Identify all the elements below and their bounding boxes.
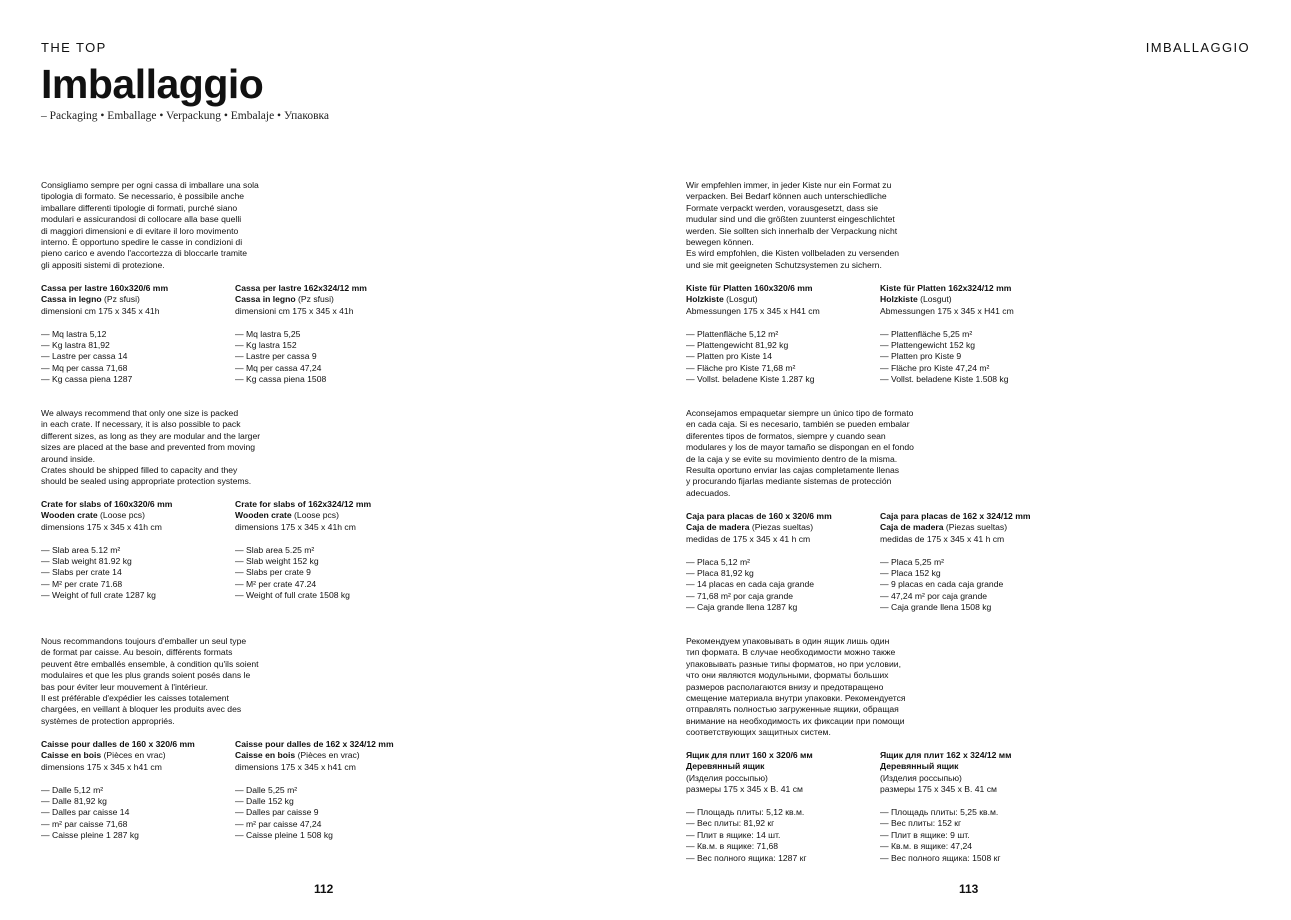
crate-spec-line: — Dalle 5,12 m² — [41, 784, 104, 795]
intro-it — [41, 180, 281, 271]
intro-de — [686, 180, 926, 271]
spec-it-b — [235, 283, 425, 386]
crate-spec-line: — Плит в ящике: 14 шт. — [686, 829, 781, 840]
crate-type — [880, 522, 1070, 533]
intro-line: mudular sind und die größten zuunterst eingeschlichtet — [686, 214, 895, 225]
crate-type-note: (Pz sfusi) — [295, 294, 334, 305]
crate-spec-line: — Weight of full crate 1287 kg — [41, 590, 156, 601]
intro-line: systèmes de protection appropriés. — [41, 715, 175, 726]
crate-type-note: (Pz sfusi) — [101, 294, 140, 305]
crate-spec-list — [41, 329, 231, 386]
crate-type-bold: Holzkiste — [880, 294, 918, 305]
crate-spec-line: — Slabs per crate 9 — [235, 567, 311, 578]
crate-dimensions: dimensioni cm 175 x 345 x 41h — [235, 305, 354, 316]
intro-line: modulares y los de mayor tamaño se dispongan en el fondo — [686, 442, 914, 453]
crate-type — [41, 294, 231, 305]
crate-type-bold: Деревянный ящик — [880, 761, 959, 772]
crate-spec-line: — Slab weight 152 kg — [235, 556, 319, 567]
crate-type-note: (Изделия россыпью) — [686, 772, 768, 783]
intro-line: around inside. — [41, 453, 95, 464]
intro-ru — [686, 636, 926, 739]
crate-spec-line: — Fläche pro Kiste 71,68 m² — [686, 362, 796, 373]
spec-es-b — [880, 511, 1070, 614]
intro-line: gli appositi sistemi di protezione. — [41, 259, 165, 270]
crate-spec-line: — Plattengewicht 152 kg — [880, 340, 976, 351]
intro-line: размеров располагаются внизу и предотвращено — [686, 681, 884, 692]
crate-type-note: (Pièces en vrac) — [295, 750, 360, 761]
crate-spec-line: — Кв.м. в ящике: 71,68 — [686, 841, 779, 852]
crate-spec-line: — Caisse pleine 1 287 kg — [41, 830, 139, 841]
crate-dimensions: dimensions 175 x 345 x h41 cm — [235, 761, 356, 772]
intro-line: Formate verpackt werden, vorausgesetzt, dass sie — [686, 202, 879, 213]
crate-spec-line: — Kg lastra 152 — [235, 340, 297, 351]
crate-spec-line: — Dalle 152 kg — [235, 796, 294, 807]
spec-en-a — [41, 499, 231, 602]
intro-line: pieno carico e avendo l'accortezza di bloccarle tramite — [41, 248, 248, 259]
crate-spec-line: — Плит в ящике: 9 шт. — [880, 829, 970, 840]
crate-title: Caja para placas de 160 x 320/6 mm — [686, 511, 832, 521]
intro-line: werden. Sie sollten sich innerhalb der Verpackung nicht — [686, 225, 898, 236]
crate-dimensions: размеры 175 x 345 x В. 41 см — [686, 784, 803, 795]
crate-spec-line: — M² per crate 47.24 — [235, 578, 317, 589]
crate-spec-list — [41, 785, 231, 842]
crate-dimensions: medidas de 175 x 345 x 41 h cm — [880, 533, 1005, 544]
crate-type-note: (Изделия россыпью) — [880, 772, 962, 783]
crate-spec-line: — Dalles par caisse 14 — [41, 807, 130, 818]
crate-spec-line: — Slab weight 81.92 kg — [41, 556, 132, 567]
crate-type-bold: Caisse en bois — [235, 750, 296, 761]
crate-spec-line: — Placa 5,12 m² — [686, 556, 750, 567]
spec-ru-b — [880, 750, 1070, 864]
crate-spec-list — [235, 545, 425, 602]
crate-dimensions: dimensioni cm 175 x 345 x 41h — [41, 305, 160, 316]
crate-type — [235, 510, 425, 521]
crate-spec-line: — Platten pro Kiste 9 — [880, 351, 962, 362]
crate-title: Crate for slabs of 160x320/6 mm — [41, 499, 173, 509]
spec-de-b — [880, 283, 1070, 386]
page-subtitle: – Packaging • Emballage • Verpackung • Embalaje • Упаковка — [41, 110, 330, 122]
intro-line: отправлять полностью загруженные ящики, обращая — [686, 704, 899, 715]
running-header: IMBALLAGGIO — [1145, 40, 1250, 55]
crate-title: Ящик для плит 162 x 324/12 мм — [880, 750, 1012, 760]
crate-spec-line: — m² par caisse 71,68 — [41, 818, 128, 829]
crate-spec-line: — Placa 81,92 kg — [686, 568, 754, 579]
crate-type-note: (Loose pcs) — [97, 510, 145, 521]
intro-line: und sie mit geeigneten Schutzsystemen zu sichern. — [686, 259, 882, 270]
crate-type — [235, 750, 425, 761]
crate-type-note: (Piezas sueltas) — [943, 522, 1008, 533]
intro-line: что они являются модульными, форматы больших — [686, 670, 889, 681]
intro-line: peuvent être emballés ensemble, à condition qu'ils soient — [41, 658, 259, 669]
intro-line: in each crate. If necessary, it is also possible to pack — [41, 419, 241, 430]
crate-spec-line: — Vollst. beladene Kiste 1.287 kg — [686, 374, 815, 385]
crate-type-bold: Cassa in legno — [235, 294, 296, 305]
crate-spec-line: — Placa 5,25 m² — [880, 556, 944, 567]
crate-spec-line: — Caisse pleine 1 508 kg — [235, 830, 333, 841]
crate-spec-line: — Kg cassa piena 1287 — [41, 374, 133, 385]
crate-spec-line: — 14 placas en cada caja grande — [686, 579, 815, 590]
crate-spec-list — [880, 807, 1070, 864]
spec-it-a — [41, 283, 231, 386]
intro-line: Consigliamo sempre per ogni cassa di imballare una sola — [41, 180, 259, 190]
crate-type-note: (Losgut) — [917, 294, 952, 305]
crate-spec-line: — Plattengewicht 81,92 kg — [686, 340, 789, 351]
crate-type — [235, 294, 425, 305]
intro-line: de format par caisse. Au besoin, différents formats — [41, 647, 233, 658]
intro-en — [41, 408, 281, 488]
crate-type-bold: Caja de madera — [686, 522, 750, 533]
crate-spec-line: — Кв.м. в ящике: 47,24 — [880, 841, 973, 852]
crate-type-bold: Holzkiste — [686, 294, 724, 305]
crate-dimensions: medidas de 175 x 345 x 41 h cm — [686, 533, 811, 544]
crate-type-note: (Pièces en vrac) — [101, 750, 166, 761]
crate-spec-line: — Mq per cassa 47,24 — [235, 362, 322, 373]
crate-spec-line: — 71,68 m² por caja grande — [686, 590, 794, 601]
spec-fr-b — [235, 739, 425, 842]
crate-spec-line: — Kg lastra 81,92 — [41, 340, 110, 351]
crate-spec-list — [235, 785, 425, 842]
intro-line: We always recommend that only one size is packed — [41, 408, 239, 418]
intro-line: verpacken. Bei Bedarf können auch unterschiedliche — [686, 191, 887, 202]
intro-line: bas pour éviter leur mouvement à l'intérieur. — [41, 681, 208, 692]
crate-spec-line: — Platten pro Kiste 14 — [686, 351, 772, 362]
intro-line: sizes are placed at the base and prevented from moving — [41, 442, 256, 453]
crate-title: Kiste für Platten 160x320/6 mm — [686, 283, 813, 293]
crate-spec-line: — Fläche pro Kiste 47,24 m² — [880, 362, 990, 373]
spec-ru-a — [686, 750, 876, 864]
crate-spec-line: — Kg cassa piena 1508 — [235, 374, 327, 385]
crate-type — [880, 761, 1070, 772]
crate-title: Caisse pour dalles de 160 x 320/6 mm — [41, 739, 195, 749]
spec-es-a — [686, 511, 876, 614]
crate-type-note: (Loose pcs) — [291, 510, 339, 521]
crate-spec-list — [235, 329, 425, 386]
crate-dimensions: Abmessungen 175 x 345 x H41 cm — [880, 305, 1014, 316]
crate-spec-line: — Caja grande llena 1287 kg — [686, 602, 798, 613]
intro-line: Aconsejamos empaquetar siempre un único tipo de formato — [686, 408, 914, 418]
intro-line: de la caja y se evite su movimiento dentro de la misma. — [686, 453, 898, 464]
intro-line: diferentes tipos de formatos, siempre y cuando sean — [686, 430, 886, 441]
page-number-right: 113 — [959, 882, 979, 896]
intro-line: should be sealed using appropriate protection systems. — [41, 476, 252, 487]
crate-spec-line: — Slab area 5.25 m² — [235, 544, 315, 555]
crate-spec-line: — Dalle 81,92 kg — [41, 796, 107, 807]
intro-line: Wir empfehlen immer, in jeder Kiste nur ein Format zu — [686, 180, 892, 190]
crate-spec-line: — Lastre per cassa 14 — [41, 351, 128, 362]
crate-type-bold: Wooden crate — [41, 510, 98, 521]
intro-line: chargées, en veillant à bloquer les produits avec des — [41, 704, 242, 715]
crate-dimensions: размеры 175 x 345 x В. 41 см — [880, 784, 997, 795]
page-title: Imballaggio — [41, 61, 264, 107]
intro-es — [686, 408, 926, 499]
crate-type — [686, 761, 876, 772]
brand-label: THE TOP — [41, 40, 107, 55]
intro-line: adecuados. — [686, 487, 731, 498]
crate-spec-line: — Площадь плиты: 5,25 кв.м. — [880, 807, 999, 818]
intro-line: смещение материала внутри упаковки. Рекомендуется — [686, 693, 906, 704]
crate-type-note: (Losgut) — [723, 294, 758, 305]
crate-type-note: (Piezas sueltas) — [749, 522, 814, 533]
crate-dimensions: dimensions 175 x 345 x h41 cm — [41, 761, 162, 772]
crate-spec-line: — m² par caisse 47,24 — [235, 818, 322, 829]
crate-dimensions: dimensions 175 x 345 x 41h cm — [235, 521, 356, 532]
crate-title: Cassa per lastre 162x324/12 mm — [235, 283, 367, 293]
intro-line: modulaires et que les plus grands soient posés dans le — [41, 670, 251, 681]
intro-fr — [41, 636, 281, 727]
crate-type-bold: Caisse en bois — [41, 750, 102, 761]
crate-spec-list — [880, 557, 1070, 614]
crate-type — [41, 750, 231, 761]
intro-line: упаковывать разные типы форматов, но при условии, — [686, 658, 901, 669]
intro-line: Resulta oportuno enviar las cajas completamente llenas — [686, 465, 900, 476]
intro-line: tipologia di formato. Se necessario, è possibile anche — [41, 191, 245, 202]
crate-spec-list — [880, 329, 1070, 386]
crate-spec-line: — Mq lastra 5,12 — [41, 328, 107, 339]
crate-type — [41, 510, 231, 521]
crate-type — [686, 294, 876, 305]
crate-type — [686, 522, 876, 533]
crate-title: Kiste für Platten 162x324/12 mm — [880, 283, 1012, 293]
crate-spec-line: — Placa 152 kg — [880, 568, 941, 579]
crate-title: Ящик для плит 160 x 320/6 мм — [686, 750, 813, 760]
intro-line: en cada caja. Si es necesario, también se pueden embalar — [686, 419, 910, 430]
crate-dimensions: dimensions 175 x 345 x 41h cm — [41, 521, 162, 532]
page-number-left: 112 — [314, 882, 334, 896]
crate-type — [880, 294, 1070, 305]
crate-type-bold: Cassa in legno — [41, 294, 102, 305]
crate-spec-line: — Slab area 5.12 m² — [41, 544, 121, 555]
crate-spec-line: — Mq per cassa 71,68 — [41, 362, 128, 373]
crate-spec-line: — Lastre per cassa 9 — [235, 351, 317, 362]
crate-spec-line: — Вес плиты: 152 кг — [880, 818, 962, 829]
intro-line: interno. È opportuno spedire le casse in condizioni di — [41, 237, 243, 248]
intro-line: Es wird empfohlen, die Kisten vollbeladen zu versenden — [686, 248, 900, 259]
crate-spec-line: — 9 placas en cada caja grande — [880, 579, 1004, 590]
spec-en-b — [235, 499, 425, 602]
crate-spec-line: — Plattenfläche 5,12 m² — [686, 328, 779, 339]
crate-spec-list — [686, 807, 876, 864]
crate-spec-line: — Dalle 5,25 m² — [235, 784, 298, 795]
crate-title: Crate for slabs of 162x324/12 mm — [235, 499, 372, 509]
crate-spec-line: — Вес полного ящика: 1508 кг — [880, 852, 1001, 863]
crate-title: Caja para placas de 162 x 324/12 mm — [880, 511, 1031, 521]
crate-spec-line: — Weight of full crate 1508 kg — [235, 590, 350, 601]
intro-line: di maggiori dimensioni e di evitare il loro movimento — [41, 225, 239, 236]
intro-line: Рекомендуем упаковывать в один ящик лишь один — [686, 636, 890, 646]
spec-de-a — [686, 283, 876, 386]
crate-spec-line: — 47,24 m² por caja grande — [880, 590, 988, 601]
crate-spec-line: — Vollst. beladene Kiste 1.508 kg — [880, 374, 1009, 385]
crate-type-bold: Деревянный ящик — [686, 761, 765, 772]
intro-line: Il est préférable d'expédier les caisses totalement — [41, 693, 229, 704]
crate-spec-line: — Вес плиты: 81,92 кг — [686, 818, 775, 829]
intro-line: Crates should be shipped filled to capacity and they — [41, 465, 238, 476]
crate-title: Cassa per lastre 160x320/6 mm — [41, 283, 169, 293]
crate-spec-list — [686, 329, 876, 386]
intro-line: Nous recommandons toujours d'emballer un seul type — [41, 636, 247, 646]
crate-type-bold: Wooden crate — [235, 510, 292, 521]
spec-fr-a — [41, 739, 231, 842]
crate-title: Caisse pour dalles de 162 x 324/12 mm — [235, 739, 394, 749]
intro-line: внимание на необходимость их фиксации при помощи — [686, 715, 905, 726]
crate-spec-line: — Вес полного ящика: 1287 кг — [686, 852, 807, 863]
crate-type-bold: Caja de madera — [880, 522, 944, 533]
intro-line: y procurando fijarlas mediante sistemas de protección — [686, 476, 892, 487]
crate-spec-line: — Mq lastra 5,25 — [235, 328, 301, 339]
intro-line: тип формата. В случае необходимости можно также — [686, 647, 896, 658]
crate-spec-line: — Dalles par caisse 9 — [235, 807, 319, 818]
intro-line: соответствующих защитных систем. — [686, 727, 831, 738]
intro-line: different sizes, as long as they are modular and the larger — [41, 430, 261, 441]
crate-spec-line: — Caja grande llena 1508 kg — [880, 602, 992, 613]
crate-spec-line: — Площадь плиты: 5,12 кв.м. — [686, 807, 805, 818]
intro-line: bewegen können. — [686, 237, 754, 248]
intro-line: imballare differenti tipologie di formati, purché siano — [41, 202, 238, 213]
crate-spec-line: — Slabs per crate 14 — [41, 567, 122, 578]
crate-spec-list — [41, 545, 231, 602]
crate-spec-line: — Plattenfläche 5,25 m² — [880, 328, 973, 339]
intro-line: modulari e assicurandosi di collocare alla base quelli — [41, 214, 242, 225]
crate-spec-list — [686, 557, 876, 614]
crate-spec-line: — M² per crate 71.68 — [41, 578, 123, 589]
crate-dimensions: Abmessungen 175 x 345 x H41 cm — [686, 305, 820, 316]
